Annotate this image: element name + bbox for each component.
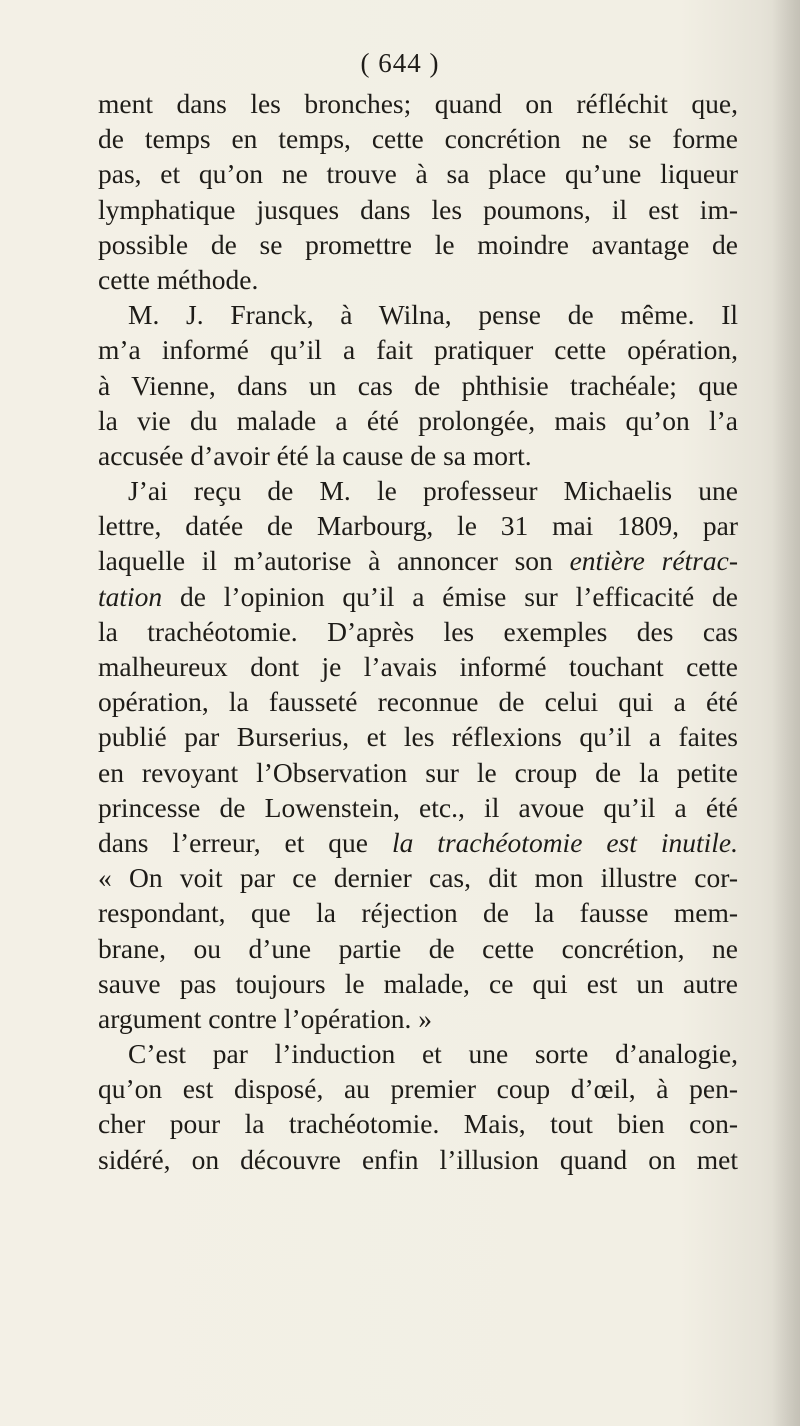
text-line bbox=[98, 825, 738, 860]
text-segment: la trachéotomie. D’après les exemples des cas bbox=[98, 615, 738, 647]
text-line bbox=[98, 1142, 738, 1177]
text-segment: lymphatique jusques dans les poumons, il est im- bbox=[98, 193, 738, 225]
text-line bbox=[98, 438, 738, 473]
text-line bbox=[98, 614, 738, 649]
text-line bbox=[98, 649, 738, 684]
text-segment: brane, ou d’une partie de cette concrétion, ne bbox=[98, 932, 738, 964]
text-segment: sauve pas toujours le malade, ce qui est un autre bbox=[98, 967, 738, 999]
text-line bbox=[98, 790, 738, 825]
text-line bbox=[98, 755, 738, 790]
text-line bbox=[98, 86, 738, 121]
text-segment: qu’on est disposé, au premier coup d’œil, à pen- bbox=[98, 1073, 738, 1105]
text-line bbox=[98, 543, 738, 578]
text-segment: de l’opinion qu’il a émise sur l’efficacité de bbox=[162, 580, 738, 612]
text-segment: accusée d’avoir été la cause de sa mort. bbox=[98, 439, 532, 471]
text-segment: dans l’erreur, et que bbox=[98, 826, 392, 858]
text-segment: ment dans les bronches; quand on réfléchit que, bbox=[98, 88, 738, 119]
text-line bbox=[98, 297, 738, 332]
text-line bbox=[98, 719, 738, 754]
text-segment: argument contre l’opération. » bbox=[98, 1002, 432, 1034]
text-line bbox=[98, 156, 738, 191]
text-line bbox=[98, 931, 738, 966]
text-line bbox=[98, 508, 738, 543]
page-edge-shadow bbox=[772, 0, 800, 1426]
italic-text-segment: la trachéotomie est inutile. bbox=[391, 826, 738, 858]
body-text bbox=[98, 86, 738, 1177]
text-segment: m’a informé qu’il a fait pratiquer cette opération, bbox=[98, 334, 738, 366]
text-line bbox=[98, 1106, 738, 1141]
text-segment: malheureux dont je l’avais informé touchant cette bbox=[98, 651, 738, 682]
text-segment: la vie du malade a été prolongée, mais qu’on l’a bbox=[98, 404, 738, 436]
text-line bbox=[98, 1036, 738, 1071]
text-line bbox=[98, 473, 738, 508]
text-line bbox=[98, 1001, 738, 1036]
text-line bbox=[98, 368, 738, 403]
text-line bbox=[98, 262, 738, 297]
text-line bbox=[98, 332, 738, 367]
text-line bbox=[98, 895, 738, 930]
text-segment: princesse de Lowenstein, etc., il avoue qu’il a été bbox=[98, 791, 738, 823]
page-number: ( 644 ) bbox=[360, 48, 440, 78]
text-segment: sidéré, on découvre enfin l’illusion quand on met bbox=[98, 1143, 738, 1175]
text-line bbox=[98, 1071, 738, 1106]
text-segment: de temps en temps, cette concrétion ne se forme bbox=[98, 123, 738, 155]
text-segment: possible de se promettre le moindre avantage de bbox=[98, 228, 738, 260]
text-segment: lettre, datée de Marbourg, le 31 mai 1809, par bbox=[98, 510, 738, 542]
text-segment: C’est par l’induction et une sorte d’analogie, bbox=[128, 1038, 738, 1070]
text-segment: laquelle il m’autorise à annoncer son bbox=[98, 545, 570, 577]
text-line bbox=[98, 966, 738, 1001]
text-segment: J’ai reçu de M. le professeur Michaelis une bbox=[128, 475, 738, 507]
text-segment: à Vienne, dans un cas de phthisie trachéale; que bbox=[98, 369, 738, 401]
text-segment: publié par Burserius, et les réflexions qu’il a faites bbox=[98, 721, 738, 753]
text-line bbox=[98, 121, 738, 156]
italic-text-segment: entière rétrac- bbox=[569, 545, 738, 577]
text-segment: respondant, que la réjection de la fausse mem- bbox=[98, 897, 738, 929]
italic-text-segment: tation bbox=[98, 580, 163, 612]
text-line bbox=[98, 192, 738, 227]
text-segment: « On voit par ce dernier cas, dit mon illustre cor- bbox=[98, 862, 738, 894]
text-segment: cher pour la trachéotomie. Mais, tout bien con- bbox=[98, 1108, 738, 1140]
text-segment: en revoyant l’Observation sur le croup de la petite bbox=[98, 756, 738, 788]
text-line bbox=[98, 227, 738, 262]
text-segment: cette méthode. bbox=[98, 263, 259, 295]
text-segment: opération, la fausseté reconnue de celui qui a été bbox=[98, 686, 738, 718]
text-line bbox=[98, 684, 738, 719]
text-segment: pas, et qu’on ne trouve à sa place qu’une liqueur bbox=[98, 158, 738, 190]
text-segment: M. J. Franck, à Wilna, pense de même. Il bbox=[128, 299, 738, 331]
text-line bbox=[98, 579, 738, 614]
text-line bbox=[98, 860, 738, 895]
text-line bbox=[98, 403, 738, 438]
